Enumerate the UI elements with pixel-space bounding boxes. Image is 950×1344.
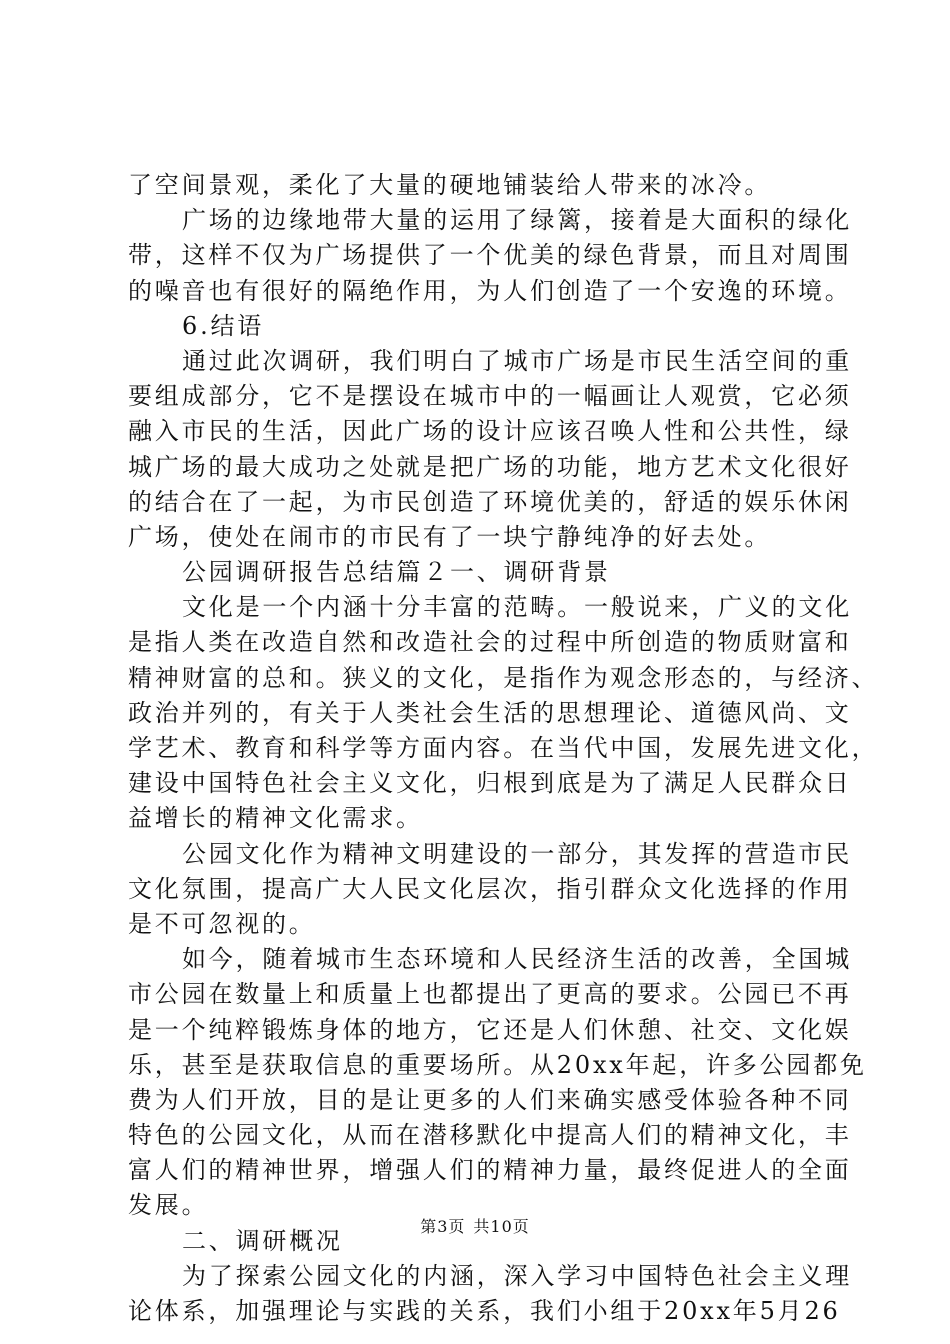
text-line: 是指人类在改造自然和改造社会的过程中所创造的物质财富和 [128, 628, 852, 657]
text-line: 乐，甚至是获取信息的重要场所。从20xx年起，许多公园都免 [128, 1050, 867, 1079]
text-line: 论体系，加强理论与实践的关系，我们小组于20xx年5月26 [128, 1297, 841, 1325]
text-line: 二、调研概况 [182, 1226, 343, 1255]
text-line: 公园调研报告总结篇２一、调研背景 [182, 558, 611, 587]
text-line: 如今，随着城市生态环境和人民经济生活的改善，全国城 [182, 945, 852, 974]
text-line: 富人们的精神世界，增强人们的精神力量，最终促进人的全面 [128, 1156, 852, 1185]
text-line: 精神财富的总和。狭义的文化，是指作为观念形态的，与经济、 [128, 663, 879, 692]
text-line: 要组成部分，它不是摆设在城市中的一幅画让人观赏，它必须 [128, 382, 852, 411]
text-line: 是一个纯粹锻炼身体的地方，它还是人们休憩、社交、文化娱 [128, 1015, 852, 1044]
document-body [128, 168, 879, 1329]
text-line: 文化是一个内涵十分丰富的范畴。一般说来，广义的文化 [182, 593, 852, 622]
text-line: 公园文化作为精神文明建设的一部分，其发挥的营造市民 [182, 839, 852, 868]
text-line: 特色的公园文化，从而在潜移默化中提高人们的精神文化，丰 [128, 1121, 852, 1150]
text-line: 文化氛围，提高广大人民文化层次，指引群众文化选择的作用 [128, 874, 852, 903]
text-line: 学艺术、教育和科学等方面内容。在当代中国，发展先进文化， [128, 734, 879, 762]
text-line: 费为人们开放，目的是让更多的人们来确实感受体验各种不同 [128, 1085, 852, 1114]
text-line: 益增长的精神文化需求。 [128, 804, 423, 833]
text-line: 是不可忽视的。 [128, 909, 316, 938]
text-line: 建设中国特色社会主义文化，归根到底是为了满足人民群众日 [128, 769, 852, 798]
text-line: 通过此次调研，我们明白了城市广场是市民生活空间的重 [182, 346, 852, 375]
text-line: 发展。 [128, 1191, 209, 1220]
text-line: 6.结语 [182, 311, 265, 340]
text-line: 了空间景观，柔化了大量的硬地铺装给人带来的冰冷。 [128, 171, 772, 199]
text-line: 市公园在数量上和质量上也都提出了更高的要求。公园已不再 [128, 980, 852, 1009]
text-line: 为了探索公园文化的内涵，深入学习中国特色社会主义理 [182, 1261, 852, 1290]
page-number: 第3页 [420, 1217, 466, 1236]
text-line: 广场的边缘地带大量的运用了绿篱，接着是大面积的绿化 [182, 206, 852, 235]
text-line: 城广场的最大成功之处就是把广场的功能，地方艺术文化很好 [128, 452, 852, 481]
text-line: 的噪音也有很好的隔绝作用，为人们创造了一个安逸的环境。 [128, 276, 852, 305]
text-line: 政治并列的，有关于人类社会生活的思想理论、道德风尚、文 [128, 698, 852, 727]
page-footer [0, 1214, 950, 1237]
text-line: 的结合在了一起，为市民创造了环境优美的，舒适的娱乐休闲 [128, 487, 852, 516]
text-line: 带，这样不仅为广场提供了一个优美的绿色背景，而且对周围 [128, 241, 852, 270]
page-total: 共10页 [473, 1217, 530, 1236]
text-line: 广场，使处在闹市的市民有了一块宁静纯净的好去处。 [128, 522, 772, 551]
text-line: 融入市民的生活，因此广场的设计应该召唤人性和公共性，绿 [128, 417, 852, 446]
